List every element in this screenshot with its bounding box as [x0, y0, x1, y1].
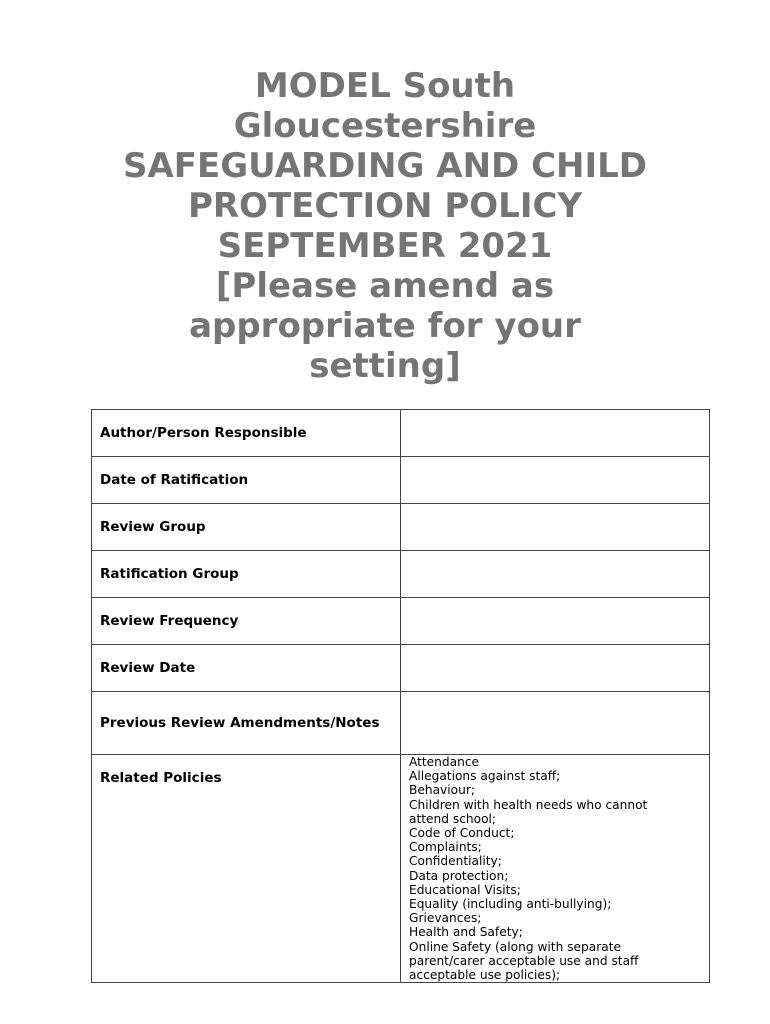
list-item: Complaints;	[409, 840, 482, 855]
list-item: Educational Visits;	[409, 882, 521, 897]
table-row	[92, 457, 710, 504]
review-frequency-label: Review Frequency	[92, 598, 401, 645]
review-group-value	[401, 504, 710, 551]
table-row	[92, 645, 710, 692]
list-item: Attendance	[409, 755, 480, 769]
review-date-value	[401, 645, 710, 692]
list-item: parent/carer acceptable use and staff	[409, 953, 639, 968]
ratification-group-value	[401, 551, 710, 598]
title-line: setting]	[309, 346, 461, 386]
related-policies-list	[409, 755, 701, 982]
table-row	[92, 755, 710, 983]
review-date-label: Review Date	[92, 645, 401, 692]
title-line: appropriate for your	[189, 306, 581, 346]
list-item: Equality (including anti-bullying);	[409, 897, 612, 912]
table-row	[92, 410, 710, 457]
related-policies-value	[401, 755, 710, 983]
list-item: Code of Conduct;	[409, 826, 515, 841]
ratification-date-value	[401, 457, 710, 504]
title-line: Gloucestershire	[233, 106, 537, 146]
table-row	[92, 551, 710, 598]
previous-review-notes-value	[401, 692, 710, 755]
list-item: Behaviour;	[409, 783, 475, 798]
table-row	[92, 692, 710, 755]
title-line: MODEL South	[254, 66, 516, 106]
list-item: attend school;	[409, 811, 497, 826]
previous-review-notes-label: Previous Review Amendments/Notes	[92, 692, 401, 755]
list-item: Allegations against staff;	[409, 769, 561, 784]
table-row	[92, 598, 710, 645]
author-value	[401, 410, 710, 457]
policy-info-table	[91, 409, 710, 983]
ratification-date-label: Date of Ratification	[92, 457, 401, 504]
table-row	[92, 504, 710, 551]
list-item: acceptable use policies);	[409, 968, 561, 983]
title-line: SEPTEMBER 2021	[217, 226, 553, 266]
related-policies-label: Related Policies	[92, 755, 401, 983]
list-item: Online Safety (along with separate	[409, 939, 621, 954]
list-item: Data protection;	[409, 868, 509, 883]
list-item: Grievances;	[409, 911, 482, 926]
ratification-group-label: Ratification Group	[92, 551, 401, 598]
title-line: PROTECTION POLICY	[187, 186, 583, 226]
document-title	[60, 66, 710, 386]
author-label: Author/Person Responsible	[92, 410, 401, 457]
list-item: Confidentiality;	[409, 854, 502, 869]
review-group-label: Review Group	[92, 504, 401, 551]
review-frequency-value	[401, 598, 710, 645]
list-item: Health and Safety;	[409, 925, 523, 940]
title-line: [Please amend as	[215, 266, 555, 306]
title-line: SAFEGUARDING AND CHILD	[122, 146, 648, 186]
list-item: Children with health needs who cannot	[409, 797, 648, 812]
